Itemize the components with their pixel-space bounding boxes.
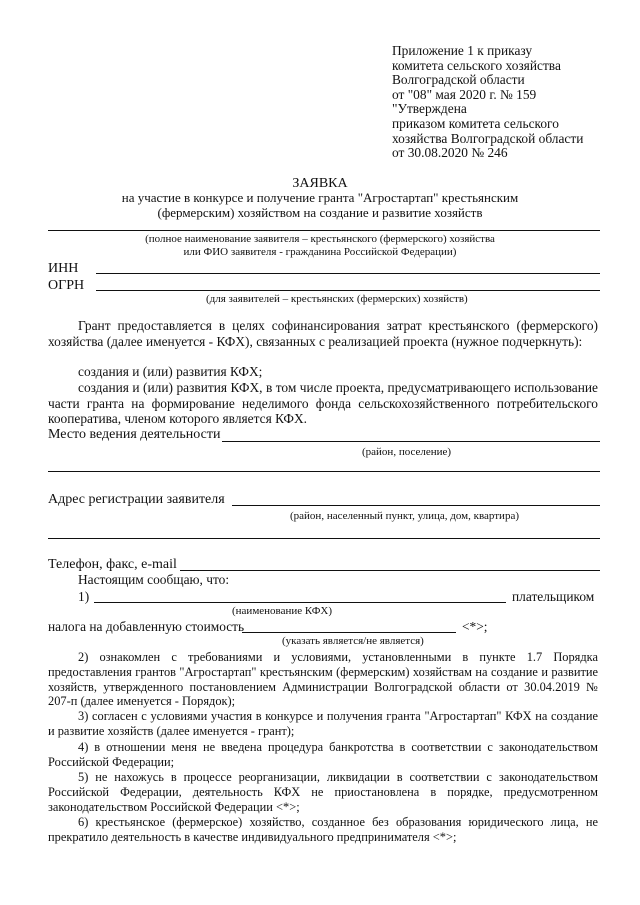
contacts-field[interactable] <box>180 570 600 571</box>
appendix-line: комитета сельского хозяйства <box>392 57 561 73</box>
activity-field-extra[interactable] <box>48 471 600 472</box>
appendix-line: от 30.08.2020 № 246 <box>392 145 508 161</box>
declaration-item-4: 4) в отношении меня не введена процедура банкротства в соответствии с законодательством Российской Федерации; <box>48 740 598 769</box>
contacts-label: Телефон, факс, e-mail <box>48 557 177 572</box>
appendix-line: хозяйства Волгоградской области <box>392 130 584 146</box>
activity-field[interactable] <box>222 441 600 442</box>
farm-name-hint: (наименование КФХ) <box>232 605 333 617</box>
inn-label: ИНН <box>48 261 79 276</box>
document-subtitle-2: (фермерским) хозяйством на создание и развитие хозяйств <box>157 205 483 220</box>
vat-hint: (указать является/не является) <box>282 635 424 647</box>
applicant-name-hint-1: (полное наименование заявителя – крестьянского (фермерского) хозяйства <box>145 233 495 245</box>
applicant-name-hint-2: или ФИО заявителя - гражданина Российской Федерации) <box>183 246 457 258</box>
declaration-item-3: 3) согласен с условиями участия в конкурсе и получения гранта "Агростартап" КФХ на создание и развитие хозяйств (далее именуется - грант); <box>48 709 598 738</box>
declaration-intro: Настоящим сообщаю, что: <box>78 572 230 587</box>
appendix-line: "Утверждена <box>392 101 467 117</box>
item-1-tail: плательщиком <box>512 589 595 604</box>
appendix-line: приказом комитета сельского <box>392 115 559 131</box>
vat-status-field[interactable] <box>242 632 456 633</box>
declaration-item-5: 5) не нахожусь в процессе реорганизации, ликвидации в соответствии с законодательством Российской Федерации, деятельность КФХ не приостановлена в порядке, предусмотренном законодательством Российской Федерации <*>; <box>48 770 598 814</box>
farm-hint: (для заявителей – крестьянских (фермерских) хозяйств) <box>206 293 468 305</box>
farm-name-field[interactable] <box>94 602 506 603</box>
declaration-item-6: 6) крестьянское (фермерское) хозяйство, созданное без образования юридического лица, не прекратило деятельность в качестве индивидуального предпринимателя <*>; <box>48 815 598 844</box>
address-hint: (район, населенный пункт, улица, дом, квартира) <box>290 510 519 522</box>
item-1-number: 1) <box>78 589 90 604</box>
address-label: Адрес регистрации заявителя <box>48 492 225 507</box>
address-field-extra[interactable] <box>48 538 600 539</box>
document-title: ЗАЯВКА <box>292 176 348 191</box>
inn-field[interactable] <box>96 273 600 274</box>
document-subtitle-1: на участие в конкурсе и получение гранта "Агростартап" крестьянским <box>121 190 519 205</box>
address-field[interactable] <box>232 505 600 506</box>
ogrn-field[interactable] <box>96 290 600 291</box>
grant-intro: Грант предоставляется в целях софинансирования затрат крестьянского (фермерского) хозяйства (далее именуется - КФХ), связанных с реализацией проекта (нужное подчеркнуть): <box>48 318 598 349</box>
applicant-name-field[interactable] <box>48 230 600 231</box>
declaration-item-2: 2) ознакомлен с требованиями и условиями, установленными в пункте 1.7 Порядка предоставления грантов "Агростартап" крестьянским (фермерским) хозяйствам на создание и развитие хозяйств, утвержденного постановлением Администрации Волгоградской области от 30.04.2019 № 207-п (далее именуется - Порядок); <box>48 650 598 709</box>
vat-label: налога на добавленную стоимость <box>48 619 245 634</box>
vat-mark: <*>; <box>462 619 488 634</box>
appendix-line: от "08" мая 2020 г. № 159 <box>392 86 537 102</box>
activity-hint: (район, поселение) <box>362 446 452 458</box>
appendix-line: Приложение 1 к приказу <box>392 43 533 58</box>
grant-option-1: создания и (или) развития КФХ; <box>78 364 263 379</box>
activity-label: Место ведения деятельности <box>48 427 221 442</box>
grant-option-2: создания и (или) развития КФХ, в том числе проекта, предусматривающего использование части гранта на формирование неделимого фонда сельскохозяйственного потребительского кооператива, членом которого является КФХ. <box>48 380 598 426</box>
appendix-line: Волгоградской области <box>392 72 525 88</box>
ogrn-label: ОГРН <box>48 278 85 293</box>
appendix-block <box>392 44 583 161</box>
